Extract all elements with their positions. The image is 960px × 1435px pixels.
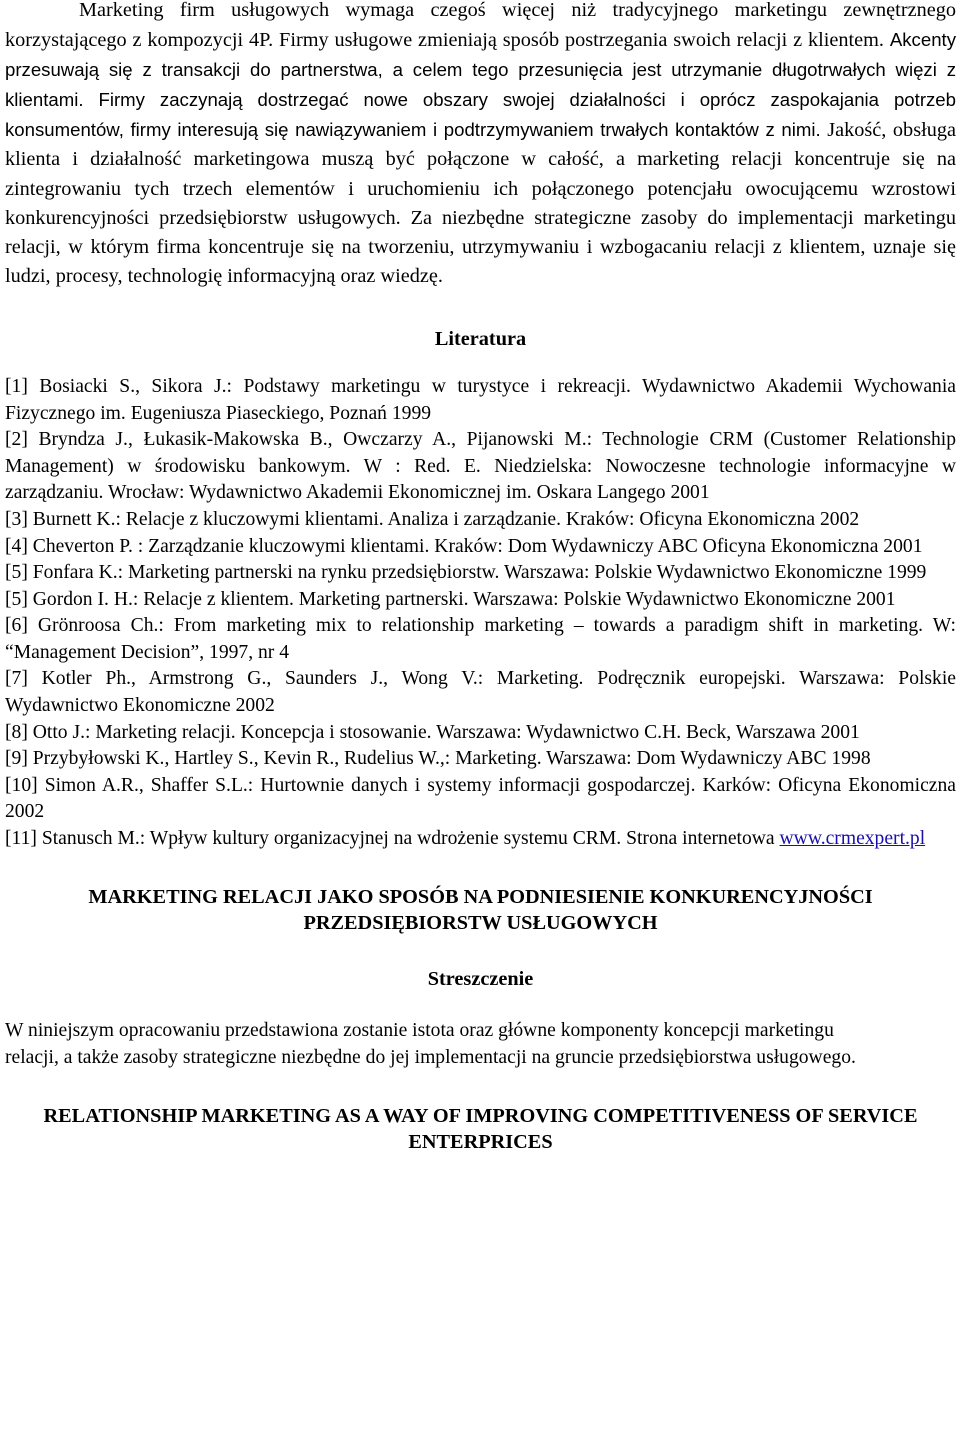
reference-item-last bbox=[5, 826, 956, 853]
english-title: RELATIONSHIP MARKETING AS A WAY OF IMPROVING COMPETITIVENESS OF SERVICE ENTERPRICES bbox=[43, 1104, 918, 1154]
conclusion-text-1: Marketing firm usługowych wymaga czegoś więcej niż tradycyjnego marketingu zewnętrznego korzystającego z kompozycji 4P. Firmy usługowe zmieniają sposób postrzegania swoich relacji z klientem. bbox=[5, 0, 956, 52]
reference-item: [7] Kotler Ph., Armstrong G., Saunders J., Wong V.: Marketing. Podręcznik europejski. Warszawa: Polskie Wydawnictwo Ekonomiczne 2002 bbox=[5, 668, 956, 717]
reference-item: [4] Cheverton P. : Zarządzanie kluczowymi klientami. Kraków: Dom Wydawniczy ABC Oficyna Ekonomiczna 2001 bbox=[5, 535, 923, 557]
reference-item: [5] Gordon I. H.: Relacje z klientem. Marketing partnerski. Warszawa: Polskie Wydawnictwo Ekonomiczne 2001 bbox=[5, 588, 896, 610]
reference-item: [10] Simon A.R., Shaffer S.L.: Hurtownie danych i systemy informacji gospodarczej. Karków: Oficyna Ekonomiczna 2002 bbox=[5, 774, 956, 823]
reference-item: [6] Grönroosa Ch.: From marketing mix to relationship marketing – towards a paradigm shift in marketing. W: “Management Decision”, 1997, nr 4 bbox=[5, 615, 956, 663]
conclusion-text-3: Jakość, obsługa klienta i działalność marketingowa muszą być połączone w całość, a marketing relacji koncentruje się na zintegrowaniu tych trzech elementów i uruchomieniu ich połączonego potencjału owocującemu wzrostowi konkurencyjności przedsiębiorstw usługowych. Za niezbędne strategiczne zasoby do implementacji marketingu relacji, w którym firma koncentruje się na tworzeniu, utrzymywaniu i wzbogacaniu relacji z klientem, uznaje się ludzi, procesy, technologię informacyjną oraz wiedzę. bbox=[5, 119, 957, 287]
reference-item: [1] Bosiacki S., Sikora J.: Podstawy marketingu w turystyce i rekreacji. Wydawnictwo Akademii Wychowania Fizycznego im. Eugeniusza Piaseckiego, Poznań 1999 bbox=[5, 375, 956, 424]
literature-heading: Literatura bbox=[434, 327, 527, 350]
abstract-heading: Streszczenie bbox=[427, 967, 534, 990]
conclusion-paragraph bbox=[5, 0, 956, 291]
abstract-text: W niniejszym opracowaniu przedstawiona zostanie istota oraz główne komponenty koncepcji marketingu relacji, a także zasoby strategiczne niezbędne do jej implementacji na gruncie przedsiębiorstwa usługowego. bbox=[5, 1019, 856, 1069]
reference-item: [5] Fonfara K.: Marketing partnerski na rynku przedsiębiorstw. Warszawa: Polskie Wydawnictwo Ekonomiczne 1999 bbox=[5, 562, 927, 584]
reference-text: [11] Stanusch M.: Wpływ kultury organizacyjnej na wdrożenie systemu CRM. Strona internetowa bbox=[5, 828, 780, 850]
polish-title: MARKETING RELACJI JAKO SPOSÓB NA PODNIESIENIE KONKURENCYJNOŚCI PRZEDSIĘBIORSTW USŁUGOWYCH bbox=[88, 885, 873, 935]
reference-list bbox=[5, 374, 956, 853]
crmexpert-link[interactable]: www.crmexpert.pl bbox=[779, 828, 926, 850]
reference-item: [9] Przybyłowski K., Hartley S., Kevin R., Rudelius W.,: Marketing. Warszawa: Dom Wydawniczy ABC 1998 bbox=[5, 748, 871, 770]
conclusion-text-2: Akcenty przesuwają się z transakcji do partnerstwa, a celem tego przesunięcia jest utrzymanie długotrwałych więzi z klientami. Firmy zaczynają dostrzegać nowe obszary swojej działalności i oprócz zaspokajania potrzeb konsumentów, firmy interesują się nawiązywaniem i podtrzymywaniem trwałych kontaktów z nimi. bbox=[5, 29, 956, 141]
reference-item: [2] Bryndza J., Łukasik-Makowska B., Owczarzy A., Pijanowski M.: Technologie CRM (Customer Relationship Management) w środowisku bankowym. W : Red. E. Niedzielska: Nowoczesne technologie informacyjne w zarządzaniu. Wrocław: Wydawnictwo Akademii Ekonomicznej im. Oskara Langego 2001 bbox=[5, 429, 956, 504]
reference-item: [8] Otto J.: Marketing relacji. Koncepcja i stosowanie. Warszawa: Wydawnictwo C.H. Beck, Warszawa 2001 bbox=[5, 721, 860, 743]
reference-item: [3] Burnett K.: Relacje z kluczowymi klientami. Analiza i zarządzanie. Kraków: Oficyna Ekonomiczna 2002 bbox=[5, 508, 860, 530]
